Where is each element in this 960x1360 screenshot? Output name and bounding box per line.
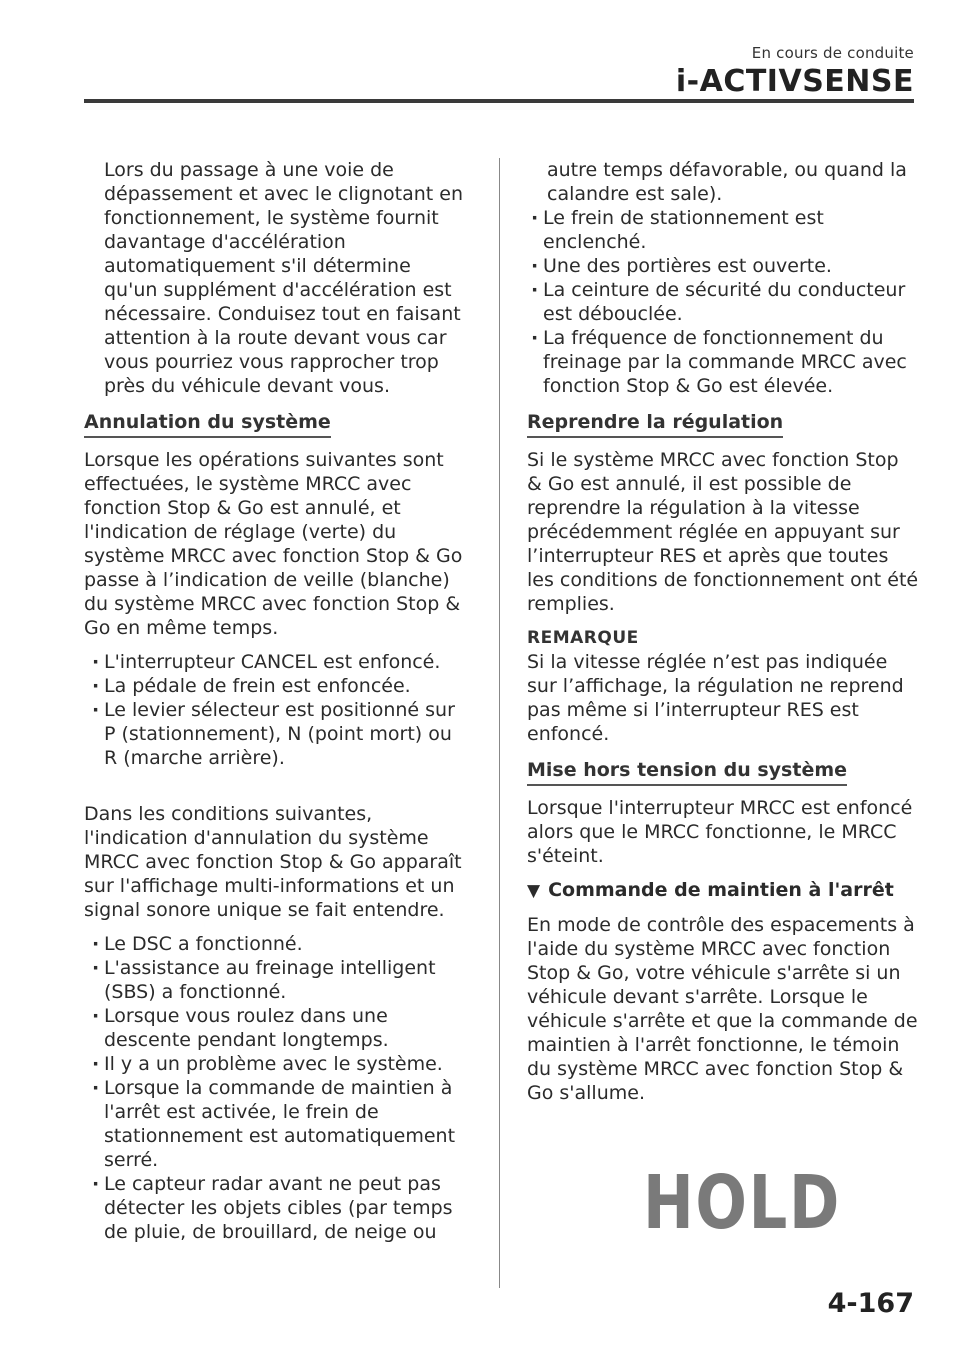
column-divider [499, 158, 500, 1288]
bullet-icon: · [531, 207, 539, 229]
list-item: · La pédale de frein est enfoncée. [92, 675, 411, 697]
off-paragraph: Lorsque l'interrupteur MRCC est enfoncé alors que le MRCC fonctionne, le MRCC s'éteint. [527, 797, 913, 867]
list-item: · La fréquence de fonctionnement du freinage par la commande MRCC avec fonction Stop & Go est élevée. [531, 327, 907, 397]
conditions-paragraph: Dans les conditions suivantes, l'indication d'annulation du système MRCC avec fonction Stop & Go apparaît sur l'affichage multi-informations et un signal sonore unique se fait entendre. [84, 803, 462, 921]
bullet-icon: · [92, 1077, 100, 1099]
off-heading: Mise hors tension du système [527, 758, 847, 786]
bullet-icon: · [92, 675, 100, 697]
resume-heading: Reprendre la régulation [527, 410, 783, 438]
chapter-title: En cours de conduite [751, 44, 914, 62]
bullet-icon: · [531, 327, 539, 349]
conditions-list-continued [527, 206, 919, 398]
cancel-heading: Annulation du système [84, 410, 331, 438]
list-item: · Une des portières est ouverte. [531, 255, 832, 277]
list-item: · Le DSC a fonctionné. [92, 933, 303, 955]
intro-paragraph: Lors du passage à une voie de dépassement et avec le clignotant en fonctionnement, le système fournit davantage d'accélération automatiquement s'il détermine qu'un supplément d'accélération est nécessaire. Conduisez tout en faisant attention à la route devant vous car vous pourriez vous rapprocher trop près du véhicule devant vous. [104, 159, 464, 397]
list-item: · L'interrupteur CANCEL est enfoncé. [92, 651, 441, 673]
bullet-icon: · [92, 699, 100, 721]
hold-indicator: HOLD [643, 1160, 841, 1246]
page-header [676, 44, 914, 99]
right-column [527, 158, 919, 1115]
bullet-icon: · [92, 957, 100, 979]
bullet-icon: · [531, 255, 539, 277]
section-title: i-ACTIVSENSE [675, 64, 914, 99]
spacer [84, 780, 470, 802]
list-item: · Lorsque vous roulez dans une descente pendant longtemps. [92, 1005, 389, 1051]
list-item: · Lorsque la commande de maintien à l'arrêt est activée, le frein de stationnement est automatiquement serré. [92, 1077, 456, 1171]
note-paragraph: Si la vitesse réglée n’est pas indiquée sur l’affichage, la régulation ne reprend pas même si l’interrupteur RES est enfoncé. [527, 651, 904, 745]
bullet-icon: · [531, 279, 539, 301]
list-item: · Le frein de stationnement est enclenché. [531, 207, 824, 253]
triangle-down-icon: ▼ [527, 881, 541, 901]
list-item: · Il y a un problème avec le système. [92, 1053, 443, 1075]
list-item: · Le capteur radar avant ne peut pas détecter les objets cibles (par temps de pluie, de brouillard, de neige ou [92, 1173, 453, 1243]
hold-heading [527, 878, 919, 903]
continuation-text: autre temps défavorable, ou quand la calandre est sale). [547, 159, 907, 205]
list-item: · La ceinture de sécurité du conducteur est débouclée. [531, 279, 906, 325]
bullet-icon: · [92, 1053, 100, 1075]
left-column [84, 158, 470, 1254]
note-label: REMARQUE [527, 628, 639, 648]
cancel-list [84, 650, 470, 770]
resume-paragraph: Si le système MRCC avec fonction Stop & Go est annulé, il est possible de reprendre la régulation à la vitesse précédemment réglée en appuyant sur l’interrupteur RES et après que toutes les conditions de fonctionnement ont été remplies. [527, 449, 919, 615]
conditions-list [84, 932, 470, 1244]
bullet-icon: · [92, 1005, 100, 1027]
bullet-icon: · [92, 933, 100, 955]
page-number: 4-167 [827, 1288, 914, 1319]
bullet-icon: · [92, 651, 100, 673]
list-item: · Le levier sélecteur est positionné sur P (stationnement), N (point mort) ou R (marche arrière). [92, 699, 455, 769]
hold-paragraph: En mode de contrôle des espacements à l'aide du système MRCC avec fonction Stop & Go, votre véhicule s'arrête si un véhicule devant s'arrête. Lorsque le véhicule s'arrête et que la commande de maintien à l'arrêt fonctionne, le témoin du système MRCC avec fonction Stop & Go s'allume. [527, 914, 918, 1104]
header-rule [84, 99, 914, 103]
bullet-icon: · [92, 1173, 100, 1195]
list-item: · L'assistance au freinage intelligent (SBS) a fonctionné. [92, 957, 436, 1003]
hold-heading-label: Commande de maintien à l'arrêt [548, 879, 894, 901]
cancel-paragraph: Lorsque les opérations suivantes sont effectuées, le système MRCC avec fonction Stop & Go est annulé, et l'indication de réglage (verte) du système MRCC avec fonction Stop & Go passe à l’indication de veille (blanche) du système MRCC avec fonction Stop & Go en même temps. [84, 449, 463, 639]
